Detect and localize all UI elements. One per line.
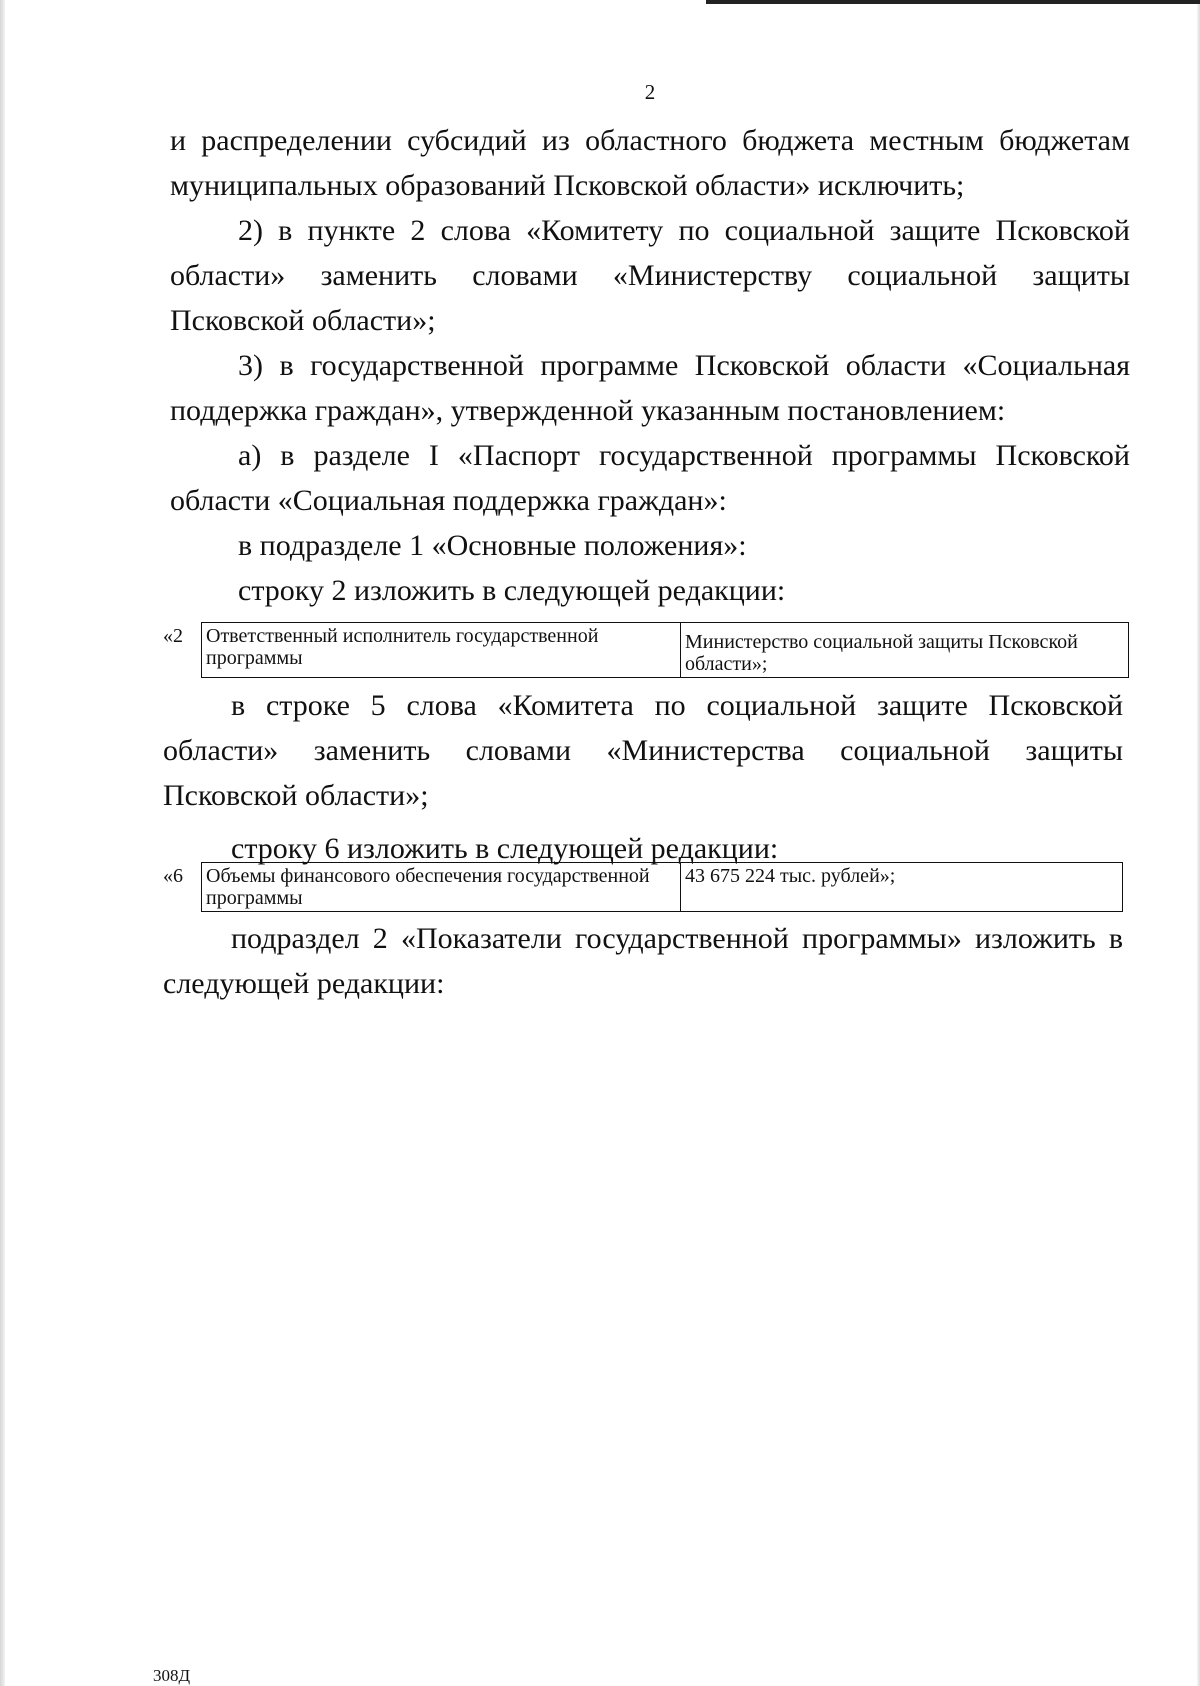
table-row <box>157 623 1129 678</box>
paragraph-row-2-intro: строку 2 изложить в следующей редакции: <box>238 574 786 607</box>
paragraph-continuation: и распределении субсидий из областного бюджета местным бюджетам муниципальных образований Псковской области» исключить; <box>170 124 1130 202</box>
scan-top-bar <box>706 0 1200 4</box>
text-block-middle <box>163 683 1123 871</box>
table-row-number: «2 <box>157 623 202 678</box>
paragraph-subsection-1: в подразделе 1 «Основные положения»: <box>238 529 747 562</box>
paragraph-item-2: 2) в пункте 2 слова «Комитету по социальной защите Псковской области» заменить словами «Министерству социальной защиты Псковской области»; <box>170 214 1130 337</box>
footer-code: 308Д <box>153 1666 191 1685</box>
table-row-value: 43 675 224 тыс. рублей»; <box>681 863 1123 912</box>
paragraph-row-5: в строке 5 слова «Комитета по социальной защите Псковской области» заменить словами «Министерства социальной защиты Псковской области»; <box>163 689 1123 812</box>
table-row-number: «6 <box>157 863 202 912</box>
paragraph-item-a: а) в разделе I «Паспорт государственной программы Псковской области «Социальная поддержка граждан»: <box>170 439 1130 517</box>
table-row-6 <box>157 862 1123 912</box>
paragraph-item-3: 3) в государственной программе Псковской области «Социальная поддержка граждан», утвержденной указанным постановлением: <box>170 349 1130 427</box>
table-row-label: Ответственный исполнитель государственной программы <box>202 623 681 678</box>
paragraph-row-6-intro: строку 6 изложить в следующей редакции: <box>231 832 779 865</box>
table-row-value: Министерство социальной защиты Псковской области»; <box>681 623 1129 678</box>
paragraph-subsection-2: подраздел 2 «Показатели государственной программы» изложить в следующей редакции: <box>163 922 1123 1000</box>
page-number: 2 <box>644 80 656 104</box>
text-block-top <box>170 118 1130 613</box>
text-block-bottom <box>163 916 1123 1006</box>
table-row <box>157 863 1123 912</box>
scan-left-edge <box>0 0 5 1686</box>
table-row-2 <box>157 622 1129 678</box>
table-row-label: Объемы финансового обеспечения государственной программы <box>202 863 681 912</box>
